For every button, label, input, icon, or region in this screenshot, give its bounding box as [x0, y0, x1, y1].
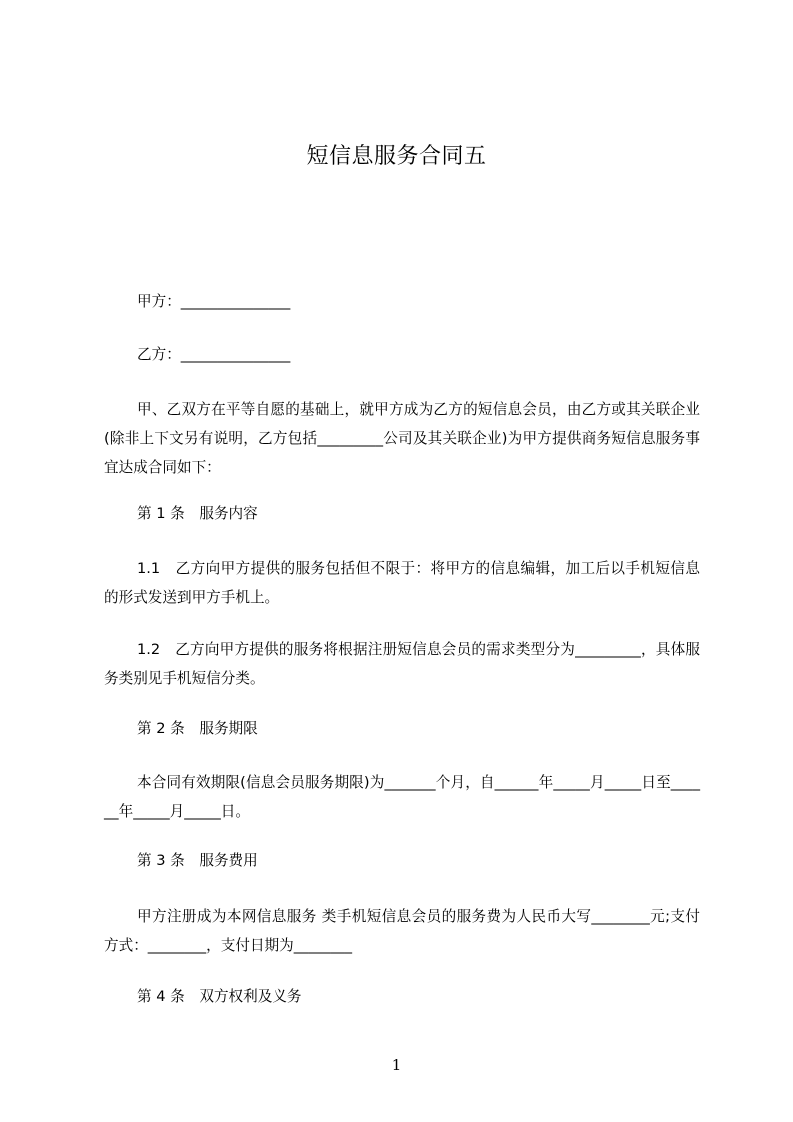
- article-3-heading: 第 3 条 服务费用: [137, 852, 258, 869]
- party-a-line: 甲方：_______________: [137, 293, 291, 310]
- article-1-heading: 第 1 条 服务内容: [137, 505, 258, 522]
- article-2-heading: 第 2 条 服务期限: [137, 720, 258, 737]
- party-b-line: 乙方：_______________: [137, 346, 291, 363]
- article-3-body: 甲方注册成为本网信息服务 类手机短信息会员的服务费为人民币大写________元;支付方式：________，支付日期为________: [104, 908, 700, 954]
- article-4-heading: 第 4 条 双方权利及义务: [137, 988, 302, 1005]
- clause-1-2: 1.2 乙方向甲方提供的服务将根据注册短信息会员的需求类型分为_________，具体服务类别见手机短信分类。: [104, 641, 700, 687]
- page-number: 1: [391, 1056, 402, 1074]
- article-2-body: 本合同有效期限(信息会员服务期限)为_______个月，自______年_____月_____日至______年_____月_____日。: [104, 774, 700, 820]
- clause-1-1: 1.1 乙方向甲方提供的服务包括但不限于：将甲方的信息编辑，加工后以手机短信息的形式发送到甲方手机上。: [104, 560, 700, 606]
- document-title: 短信息服务合同五: [306, 144, 487, 169]
- intro-paragraph: 甲、乙双方在平等自愿的基础上，就甲方成为乙方的短信息会员，由乙方或其关联企业(除非上下文另有说明，乙方包括_________公司及其关联企业)为甲方提供商务短信息服务事宜达成合同如下：: [104, 401, 700, 476]
